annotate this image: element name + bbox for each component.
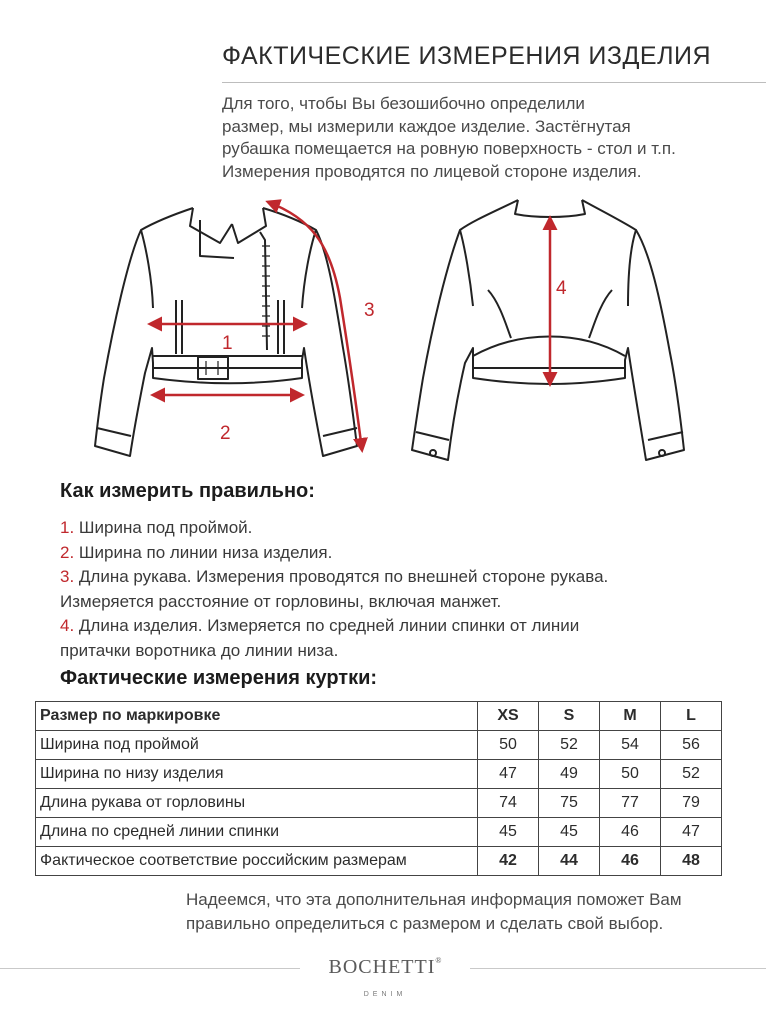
cell-value: 47 <box>661 818 722 847</box>
cell-value: 46 <box>600 818 661 847</box>
cell-value: 48 <box>661 847 722 876</box>
cell-value: 50 <box>478 731 539 760</box>
table-row <box>36 731 722 760</box>
step-item <box>60 614 750 639</box>
outro-line: Надеемся, что эта дополнительная информация поможет Вам <box>186 890 682 909</box>
step-item <box>60 639 750 664</box>
brand-name: BOCHETTI <box>328 956 436 978</box>
step-item <box>60 565 750 590</box>
cell-value: 45 <box>539 818 600 847</box>
step-number: 2. <box>60 542 75 562</box>
howto-heading: Как измерить правильно: <box>60 480 315 502</box>
brand-subtitle: DENIM <box>363 991 407 998</box>
table-row <box>36 789 722 818</box>
size-table <box>35 701 722 876</box>
size-column-s: S <box>539 702 600 731</box>
jacket-front-drawing <box>95 208 357 456</box>
cell-value: 56 <box>661 731 722 760</box>
measurement-label-2: 2 <box>220 423 231 444</box>
table-row-russian-sizes <box>36 847 722 876</box>
cell-value: 54 <box>600 731 661 760</box>
step-text: притачки воротника до линии низа. <box>60 640 339 660</box>
row-label: Ширина под проймой <box>36 731 478 760</box>
step-number: 1. <box>60 518 75 537</box>
measurement-label-4: 4 <box>556 278 567 299</box>
measurement-steps <box>60 516 750 663</box>
registered-mark: ® <box>435 956 442 965</box>
intro-line: рубашка помещается на ровную поверхность - стол и т.п. <box>222 139 676 158</box>
table-header-label: Размер по маркировке <box>36 702 478 731</box>
jacket-measurement-diagram <box>0 188 766 473</box>
cell-value: 42 <box>478 847 539 876</box>
intro-text <box>222 93 762 183</box>
cell-value: 46 <box>600 847 661 876</box>
step-number: 4. <box>60 616 75 635</box>
measurement-4-back-length <box>550 218 567 384</box>
step-item <box>60 590 750 615</box>
step-text: Длина рукава. Измерения проводятся по внешней стороне рукава. <box>74 567 609 586</box>
step-text: Измеряется расстояние от горловины, включая манжет. <box>60 591 502 611</box>
row-label: Фактическое соответствие российским размерам <box>36 847 478 876</box>
table-row <box>36 818 722 847</box>
step-text: Ширина под проймой. <box>74 518 253 537</box>
row-label: Длина по средней линии спинки <box>36 818 478 847</box>
cell-value: 52 <box>661 760 722 789</box>
step-item <box>60 516 750 541</box>
intro-line: Измерения проводятся по лицевой стороне изделия. <box>222 161 642 181</box>
measurement-label-3: 3 <box>364 300 375 321</box>
page-title: ФАКТИЧЕСКИЕ ИЗМЕРЕНИЯ ИЗДЕЛИЯ <box>222 42 712 70</box>
footer-divider-right <box>470 968 766 969</box>
cell-value: 45 <box>478 818 539 847</box>
table-row <box>36 760 722 789</box>
measurement-1-width-armpit <box>150 324 305 354</box>
step-text: Длина изделия. Измеряется по средней линии спинки от линии <box>74 616 580 635</box>
step-item <box>60 541 750 566</box>
measurement-2-width-hem <box>153 395 302 444</box>
cell-value: 52 <box>539 731 600 760</box>
step-text: Ширина по линии низа изделия. <box>74 542 333 562</box>
cell-value: 75 <box>539 789 600 818</box>
intro-line: Для того, чтобы Вы безошибочно определили <box>222 94 585 113</box>
row-label: Ширина по низу изделия <box>36 760 478 789</box>
step-number: 3. <box>60 567 75 586</box>
footer-divider-left <box>0 968 300 969</box>
intro-line: размер, мы измерили каждое изделие. Застёгнутая <box>222 116 631 136</box>
measurement-label-1: 1 <box>222 333 233 354</box>
size-column-m: M <box>600 702 661 731</box>
cell-value: 74 <box>478 789 539 818</box>
size-column-xs: XS <box>478 702 539 731</box>
cell-value: 47 <box>478 760 539 789</box>
cell-value: 77 <box>600 789 661 818</box>
cell-value: 44 <box>539 847 600 876</box>
outro-line: правильно определиться с размером и сделать свой выбор. <box>186 914 664 933</box>
size-column-l: L <box>661 702 722 731</box>
cell-value: 50 <box>600 760 661 789</box>
title-divider <box>222 82 766 83</box>
jacket-back-drawing <box>412 200 684 460</box>
outro-text <box>186 888 756 936</box>
table-header-row <box>36 702 722 731</box>
cell-value: 49 <box>539 760 600 789</box>
brand-logo <box>300 956 470 979</box>
cell-value: 79 <box>661 789 722 818</box>
table-heading: Фактические измерения куртки: <box>60 667 378 689</box>
row-label: Длина рукава от горловины <box>36 789 478 818</box>
